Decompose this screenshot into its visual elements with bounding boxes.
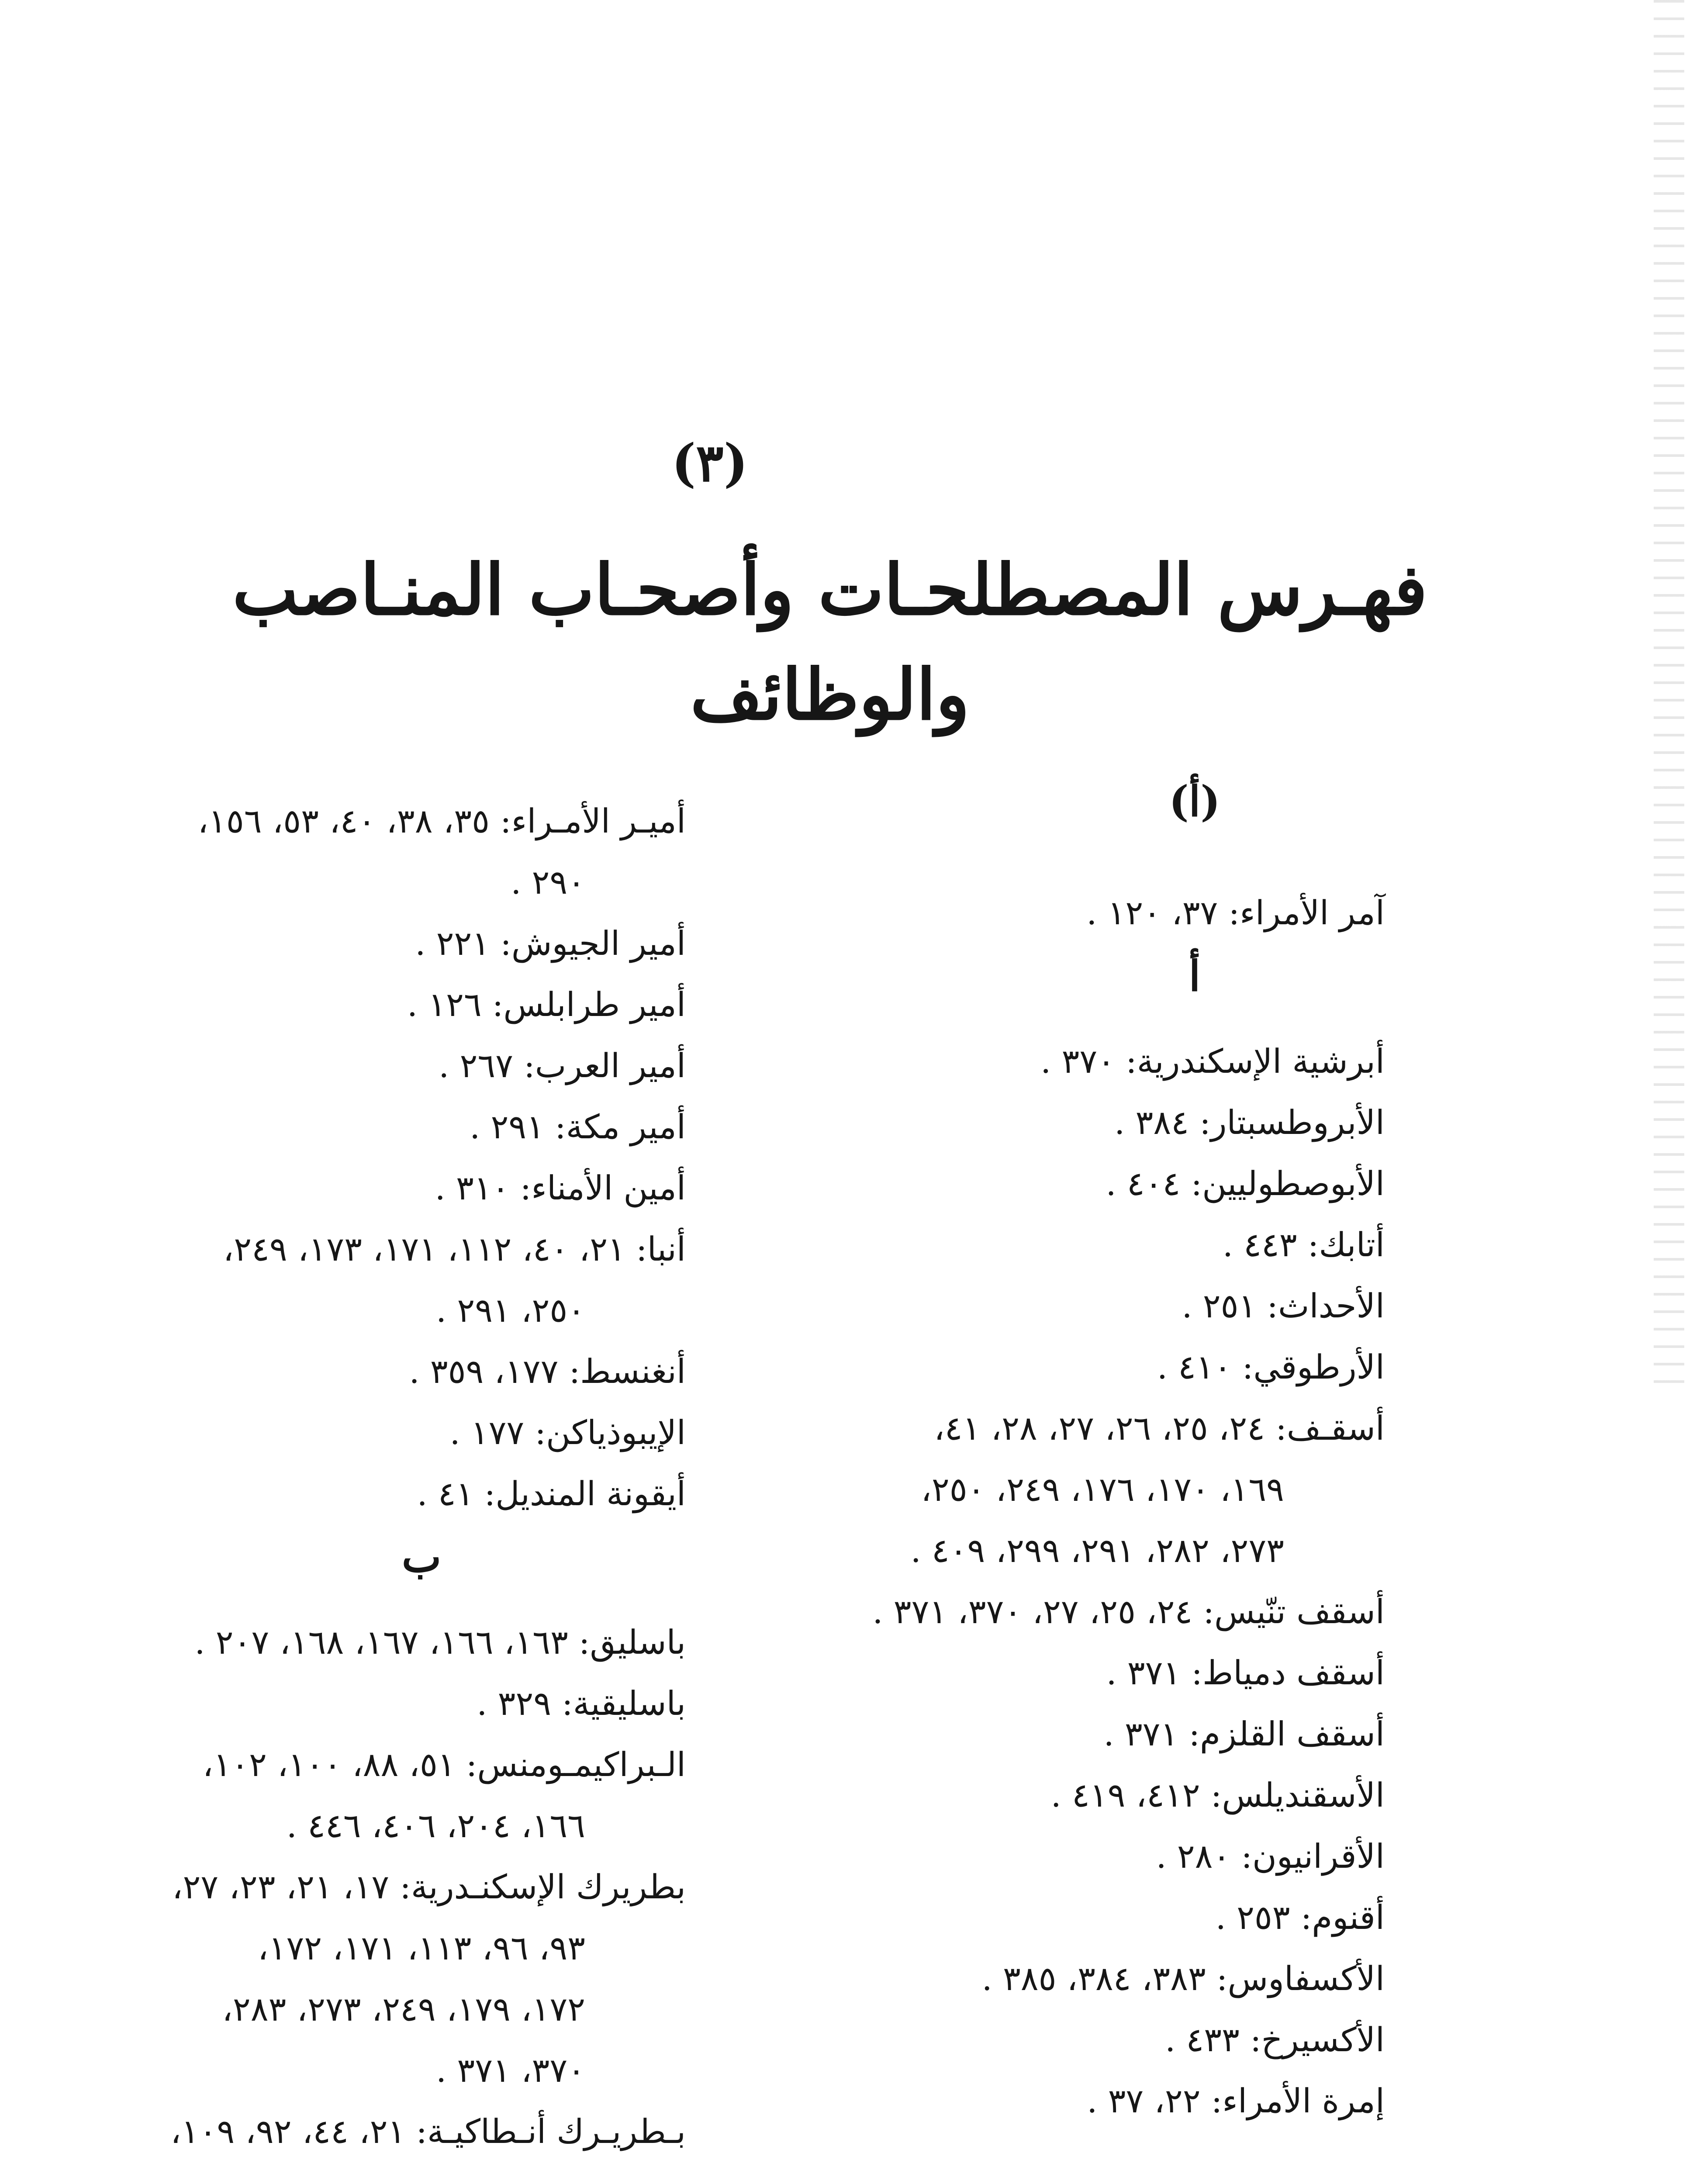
index-entry-continuation: ١٦٦، ٢٠٤، ٤٠٦، ٤٤٦ . [286, 1806, 585, 1845]
index-entry [26, 974, 686, 1035]
index-entry-text: أمين الأمناء: ٣١٠ . [435, 1168, 686, 1207]
index-entry [26, 1734, 686, 1856]
index-entry-text: أسقف دمياط: ٣٧١ . [1106, 1653, 1385, 1692]
index-entry-text: أمير طرابلس: ١٢٦ . [407, 985, 686, 1024]
index-entry [786, 1337, 1385, 1398]
index-entry [786, 1214, 1385, 1275]
index-entry-continuation: ٢٧٣، ٢٨٢، ٢٩١، ٢٩٩، ٤٠٩ . [910, 1531, 1284, 1570]
index-entry [786, 1948, 1385, 2009]
index-entry-continuation: ٢٩٠ . [511, 863, 585, 902]
index-entry-continuation: ١٧٢، ١٧٩، ٢٤٩، ٢٧٣، ٢٨٣، [222, 1990, 585, 2028]
index-entry-text: أنبا: ٢١، ٤٠، ١١٢، ١٧١، ١٧٣، ٢٤٩، [223, 1230, 686, 1268]
index-entry [786, 1642, 1385, 1704]
title-line-2: والوظائف [690, 653, 970, 736]
index-entry-text: آمر الأمراء: ٣٧، ١٢٠ . [1086, 893, 1385, 932]
entry-group-ba [26, 1612, 686, 2162]
index-entry-text: أمير العرب: ٢٦٧ . [439, 1046, 686, 1085]
index-entry [786, 1704, 1385, 1765]
index-entry-text: الأكسيرخ: ٤٣٣ . [1165, 2020, 1385, 2059]
index-entry-text: بطريرك الإسكنـدرية: ١٧، ٢١، ٢٣، ٢٧، [172, 1867, 686, 1906]
index-entry-text: باسليق: ١٦٣، ١٦٦، ١٦٧، ١٦٨، ٢٠٧ . [194, 1623, 686, 1662]
index-entry-text: أتابك: ٤٤٣ . [1222, 1225, 1385, 1264]
index-entry-text: أمير الجيوش: ٢٢١ . [415, 924, 686, 963]
index-entry-continuation: ٩٣، ٩٦، ١١٣، ١٧١، ١٧٢، [258, 1928, 585, 1967]
index-entry [786, 1581, 1385, 1642]
index-entry [26, 913, 686, 974]
index-column-left [26, 791, 686, 2162]
index-entry-continuation: ٢٥٠، ٢٩١ . [436, 1291, 585, 1330]
index-entry [786, 1398, 1385, 1581]
index-entry [786, 882, 1385, 943]
letter-heading-alef: أ [1189, 951, 1201, 1001]
index-entry [786, 2009, 1385, 2070]
index-entry-text: الـبراكيمـومنس: ٥١، ٨٨، ١٠٠، ١٠٢، [202, 1745, 686, 1784]
index-entry-text: إمرة الأمراء: ٢٢، ٣٧ . [1087, 2081, 1385, 2120]
index-entry [786, 1826, 1385, 1887]
index-entry [786, 1153, 1385, 1214]
index-entry-text: أسقف تنّيس: ٢٤، ٢٥، ٢٧، ٣٧٠، ٣٧١ . [872, 1592, 1385, 1631]
title-line-1: فهـرس المصطلحـات وأصحـاب المنـاصب [232, 549, 1427, 631]
index-entry [786, 2070, 1385, 2132]
index-entry [26, 1612, 686, 1673]
index-entry [26, 1219, 686, 1341]
section-number: (٣) [671, 432, 748, 493]
index-entry [26, 1341, 686, 1402]
index-entry-text: الأسقنديلس: ٤١٢، ٤١٩ . [1050, 1776, 1385, 1814]
index-entry-text: الإيبوذياكن: ١٧٧ . [449, 1413, 686, 1452]
index-entry [786, 1092, 1385, 1153]
index-entry [26, 1856, 686, 2101]
letter-heading-ba: ب [401, 1532, 442, 1582]
index-entry [26, 1158, 686, 1219]
index-entry-text: بـطريـرك أنـطاكيـة: ٢١، ٤٤، ٩٢، ١٠٩، [170, 2112, 686, 2151]
letter-heading-alef-paren: (أ) [1169, 777, 1220, 826]
entry-group-a2 [786, 1031, 1385, 2132]
entry-group-a1 [786, 882, 1385, 943]
index-entry-text: الأبروطسبتار: ٣٨٤ . [1114, 1103, 1385, 1142]
index-entry-text: أمير مكة: ٢٩١ . [470, 1107, 686, 1146]
index-entry [26, 2101, 686, 2162]
index-entry [26, 1096, 686, 1158]
index-entry-text: الأكسفاوس: ٣٨٣، ٣٨٤، ٣٨٥ . [981, 1959, 1385, 1998]
index-entry [786, 1031, 1385, 1092]
index-column-right [786, 769, 1385, 2132]
index-entry-text: أبرشية الإسكندرية: ٣٧٠ . [1040, 1042, 1385, 1081]
index-entry-text: باسليقية: ٣٢٩ . [477, 1684, 686, 1723]
index-entry-text: أقنوم: ٢٥٣ . [1215, 1898, 1385, 1937]
index-entry [26, 1673, 686, 1734]
index-entry-text: الأبوصطوليين: ٤٠٤ . [1106, 1164, 1385, 1203]
page-title [131, 537, 1529, 747]
index-entry [26, 1402, 686, 1463]
index-entry-text: الأقرانيون: ٢٨٠ . [1156, 1837, 1385, 1876]
entry-group-alef [26, 791, 686, 1524]
index-entry-continuation: ٣٧٠، ٣٧١ . [436, 2051, 585, 2090]
index-entry-text: الأحداث: ٢٥١ . [1182, 1286, 1385, 1325]
index-entry [786, 1275, 1385, 1337]
index-entry [26, 791, 686, 913]
scan-edge-marks [1654, 0, 1684, 1398]
index-entry [26, 1463, 686, 1524]
index-entry-continuation: ١٦٩، ١٧٠، ١٧٦، ٢٤٩، ٢٥٠، [921, 1470, 1284, 1509]
index-entry-text: أميـر الأمـراء: ٣٥، ٣٨، ٤٠، ٥٣، ١٥٦، [197, 802, 686, 840]
index-entry [786, 1887, 1385, 1948]
index-entry-text: أنغنسط: ١٧٧، ٣٥٩ . [409, 1352, 686, 1391]
index-entry [786, 1765, 1385, 1826]
index-entry [26, 1035, 686, 1096]
index-entry-text: أسقف القلزم: ٣٧١ . [1103, 1714, 1385, 1753]
index-entry-text: الأرطوقي: ٤١٠ . [1157, 1348, 1385, 1386]
index-entry-text: أيقونة المنديل: ٤١ . [417, 1474, 686, 1513]
index-entry-text: أسقـف: ٢٤، ٢٥، ٢٦، ٢٧، ٢٨، ٤١، [934, 1409, 1385, 1448]
